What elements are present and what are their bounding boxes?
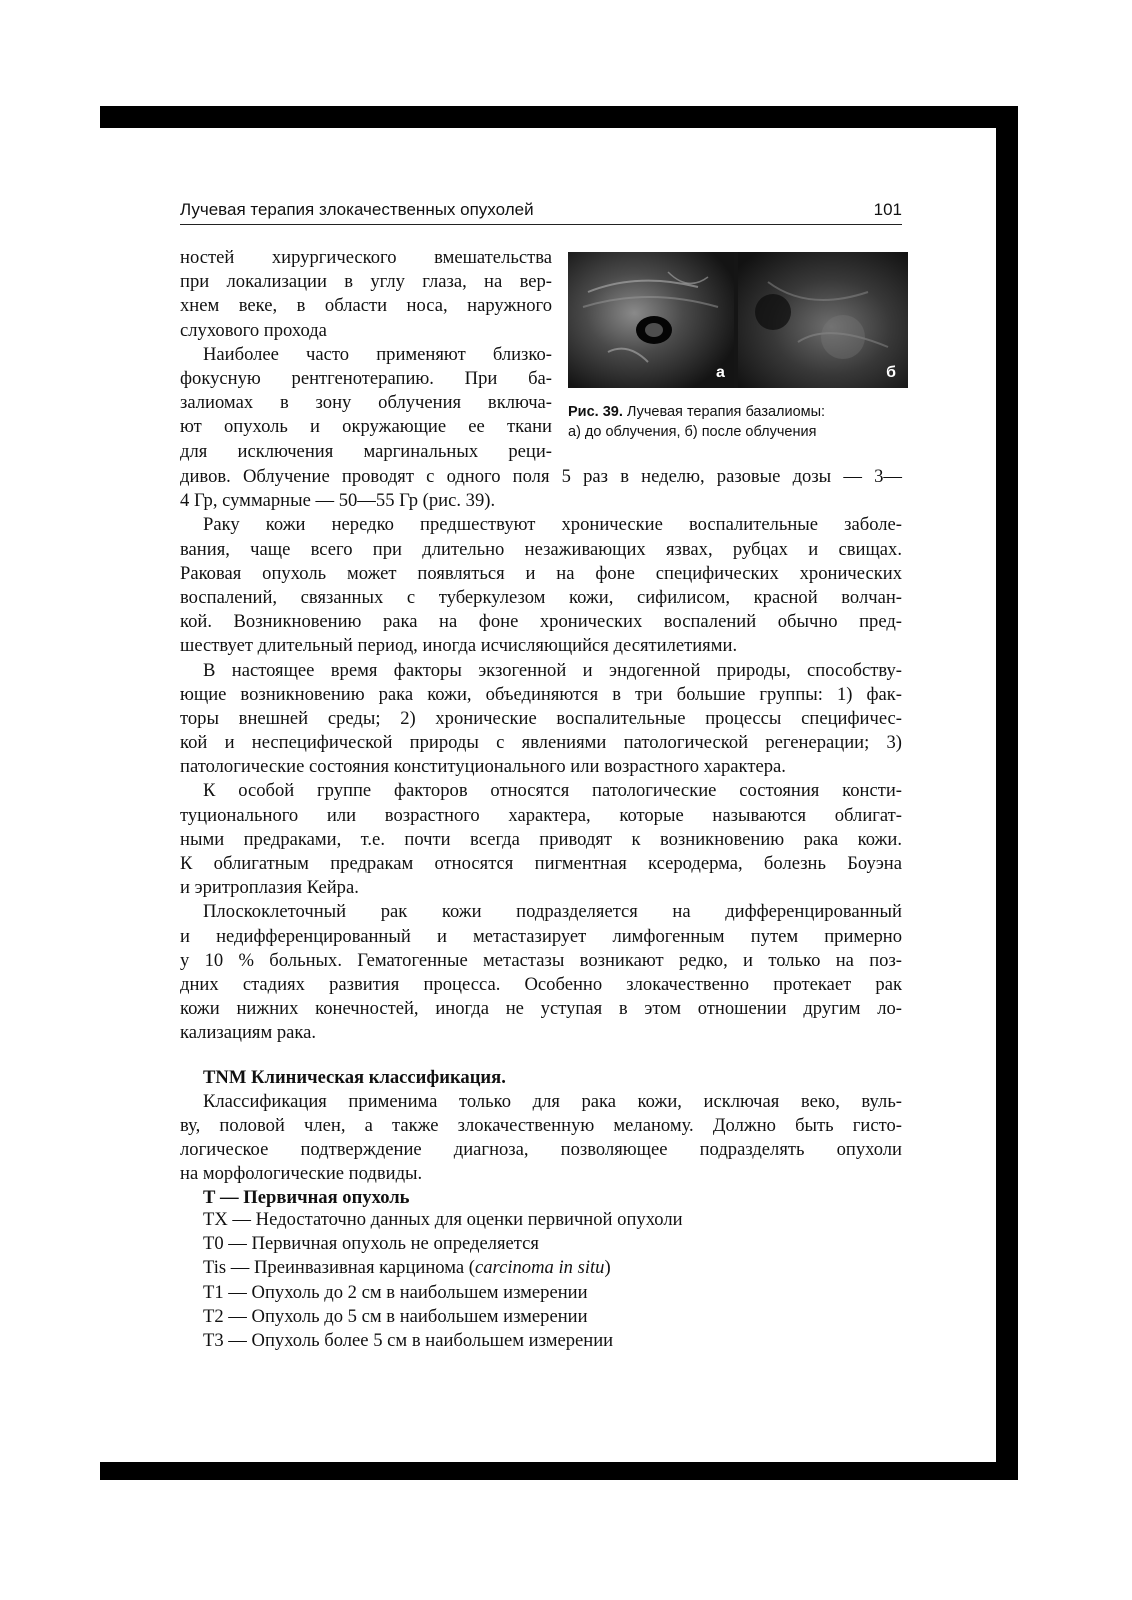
text-line: кой и неспецифической природы с явлениями патологической регенерации; 3) <box>180 732 902 754</box>
text-line: слухового прохода <box>180 319 327 341</box>
text-line: фокусную рентгенотерапию. При ба- <box>180 367 552 389</box>
text-line: торы внешней среды; 2) хронические воспалительные процессы специфичес- <box>180 707 902 729</box>
narrow-text-column <box>180 246 552 464</box>
text-line: Плоскоклеточный рак кожи подразделяется на дифференцированный <box>203 901 902 923</box>
t-item-t1: Т1 — Опухоль до 2 см в наибольшем измерении <box>203 1281 588 1303</box>
scan-border-top <box>100 106 1018 128</box>
text-line: у 10 % больных. Гематогенные метастазы возникают редко, и только на поз- <box>180 949 902 971</box>
text-line: К особой группе факторов относятся патологические состояния консти- <box>203 780 902 802</box>
figure-basalioma-photos <box>568 252 908 388</box>
text-line: воспалений, связанных с туберкулезом кожи, сифилисом, красной волчан- <box>180 586 902 608</box>
text-line: К облигатным предракам относятся пигментная ксеродерма, болезнь Боуэна <box>180 853 902 874</box>
text-line: кой. Возникновению рака на фоне хронических воспалений обычно пред- <box>180 611 902 633</box>
text-line: 4 Гр, суммарные — 50—55 Гр (рис. 39). <box>180 490 496 512</box>
running-title: Лучевая терапия злокачественных опухолей <box>180 200 534 219</box>
text-line: ными предраками, т.е. почти всегда приводят к возникновению рака кожи. <box>180 828 902 850</box>
text-line: на морфологические подвиды. <box>180 1163 423 1185</box>
figure-photo-graphic <box>568 252 908 388</box>
text-line: залиомах в зону облучения включа- <box>180 392 552 414</box>
tnm-heading: TNM Клиническая классификация. <box>203 1066 506 1088</box>
text-line: Наиболее часто применяют близко- <box>203 343 552 365</box>
text-line: дних стадиях развития процесса. Особенно злокачественно протекает рак <box>180 973 902 995</box>
t-item-t3: Т3 — Опухоль более 5 см в наибольшем измерении <box>203 1329 614 1351</box>
text-line: шествует длительный период, иногда исчисляющийся десятилетиями. <box>180 635 738 657</box>
text-line: патологические состояния конституционального или возрастного характера. <box>180 756 786 778</box>
text-line: дивов. Облучение проводят с одного поля 5 раз в неделю, разовые дозы — 3— <box>180 466 902 487</box>
text-line: туционального или возрастного характера, которые называются облигат- <box>180 804 902 826</box>
t-classification-list <box>203 1208 683 1353</box>
scan-border-right <box>996 118 1018 1480</box>
scan-border-bottom <box>100 1462 1018 1480</box>
figure-caption-number: Рис. 39. <box>568 404 623 420</box>
text-line: Классификация применима только для рака кожи, исключая веко, вуль- <box>203 1090 902 1112</box>
figure-label-a: а <box>716 364 725 381</box>
text-line: Раку кожи нередко предшествуют хронические воспалительные заболе- <box>203 514 902 536</box>
text-line: ют опухоль и окружающие ее ткани <box>180 416 552 438</box>
figure-caption-line2: а) до облучения, б) после облучения <box>568 424 817 440</box>
t-item-tx: ТХ — Недостаточно данных для оценки первичной опухоли <box>203 1209 683 1230</box>
text-line: для исключения маргинальных реци- <box>180 440 552 462</box>
page-number: 101 <box>873 200 902 219</box>
text-line: В настоящее время факторы экзогенной и эндогенной природы, способству- <box>203 659 902 681</box>
text-line: кализациям рака. <box>180 1022 317 1044</box>
text-line: ющие возникновению рака кожи, объединяются в три большие группы: 1) фак- <box>180 683 902 705</box>
t-item-t2: Т2 — Опухоль до 5 см в наибольшем измерении <box>203 1305 588 1327</box>
running-header <box>180 198 902 225</box>
t-item-tis <box>203 1256 683 1280</box>
t-item-t0: Т0 — Первичная опухоль не определяется <box>203 1233 539 1255</box>
text-line: и эритроплазия Кейра. <box>180 877 359 899</box>
text-line: Раковая опухоль может появляться и на фоне специфических хронических <box>180 562 902 584</box>
t-item-tis-close: ) <box>604 1257 611 1279</box>
body-text <box>180 465 902 1211</box>
text-line: хнем веке, в области носа, наружного <box>180 295 552 317</box>
t-heading: Т — Первичная опухоль <box>203 1187 410 1209</box>
figure-caption <box>568 402 908 442</box>
figure-label-b: б <box>886 364 896 381</box>
t-item-tis-text: Tis — Преинвазивная карцинома ( <box>203 1257 475 1279</box>
text-line: и недифференцированный и метастазирует лимфогенным путем примерно <box>180 925 902 947</box>
text-line: при локализации в углу глаза, на вер- <box>180 271 552 293</box>
text-line: вания, чаще всего при длительно незаживающих язвах, рубцах и свищах. <box>180 538 902 560</box>
text-line: логическое подтверждение диагноза, позволяющее подразделять опухоли <box>180 1139 902 1161</box>
text-line: ностей хирургического вмешательства <box>180 247 552 268</box>
text-line: кожи нижних конечностей, иногда не уступая в этом отношении другим ло- <box>180 998 902 1020</box>
text-line: ву, половой член, а также злокачественную меланому. Должно быть гисто- <box>180 1114 902 1136</box>
figure-caption-line1: Лучевая терапия базалиомы: <box>626 404 826 420</box>
t-item-tis-latin: carcinoma in situ <box>474 1257 605 1279</box>
